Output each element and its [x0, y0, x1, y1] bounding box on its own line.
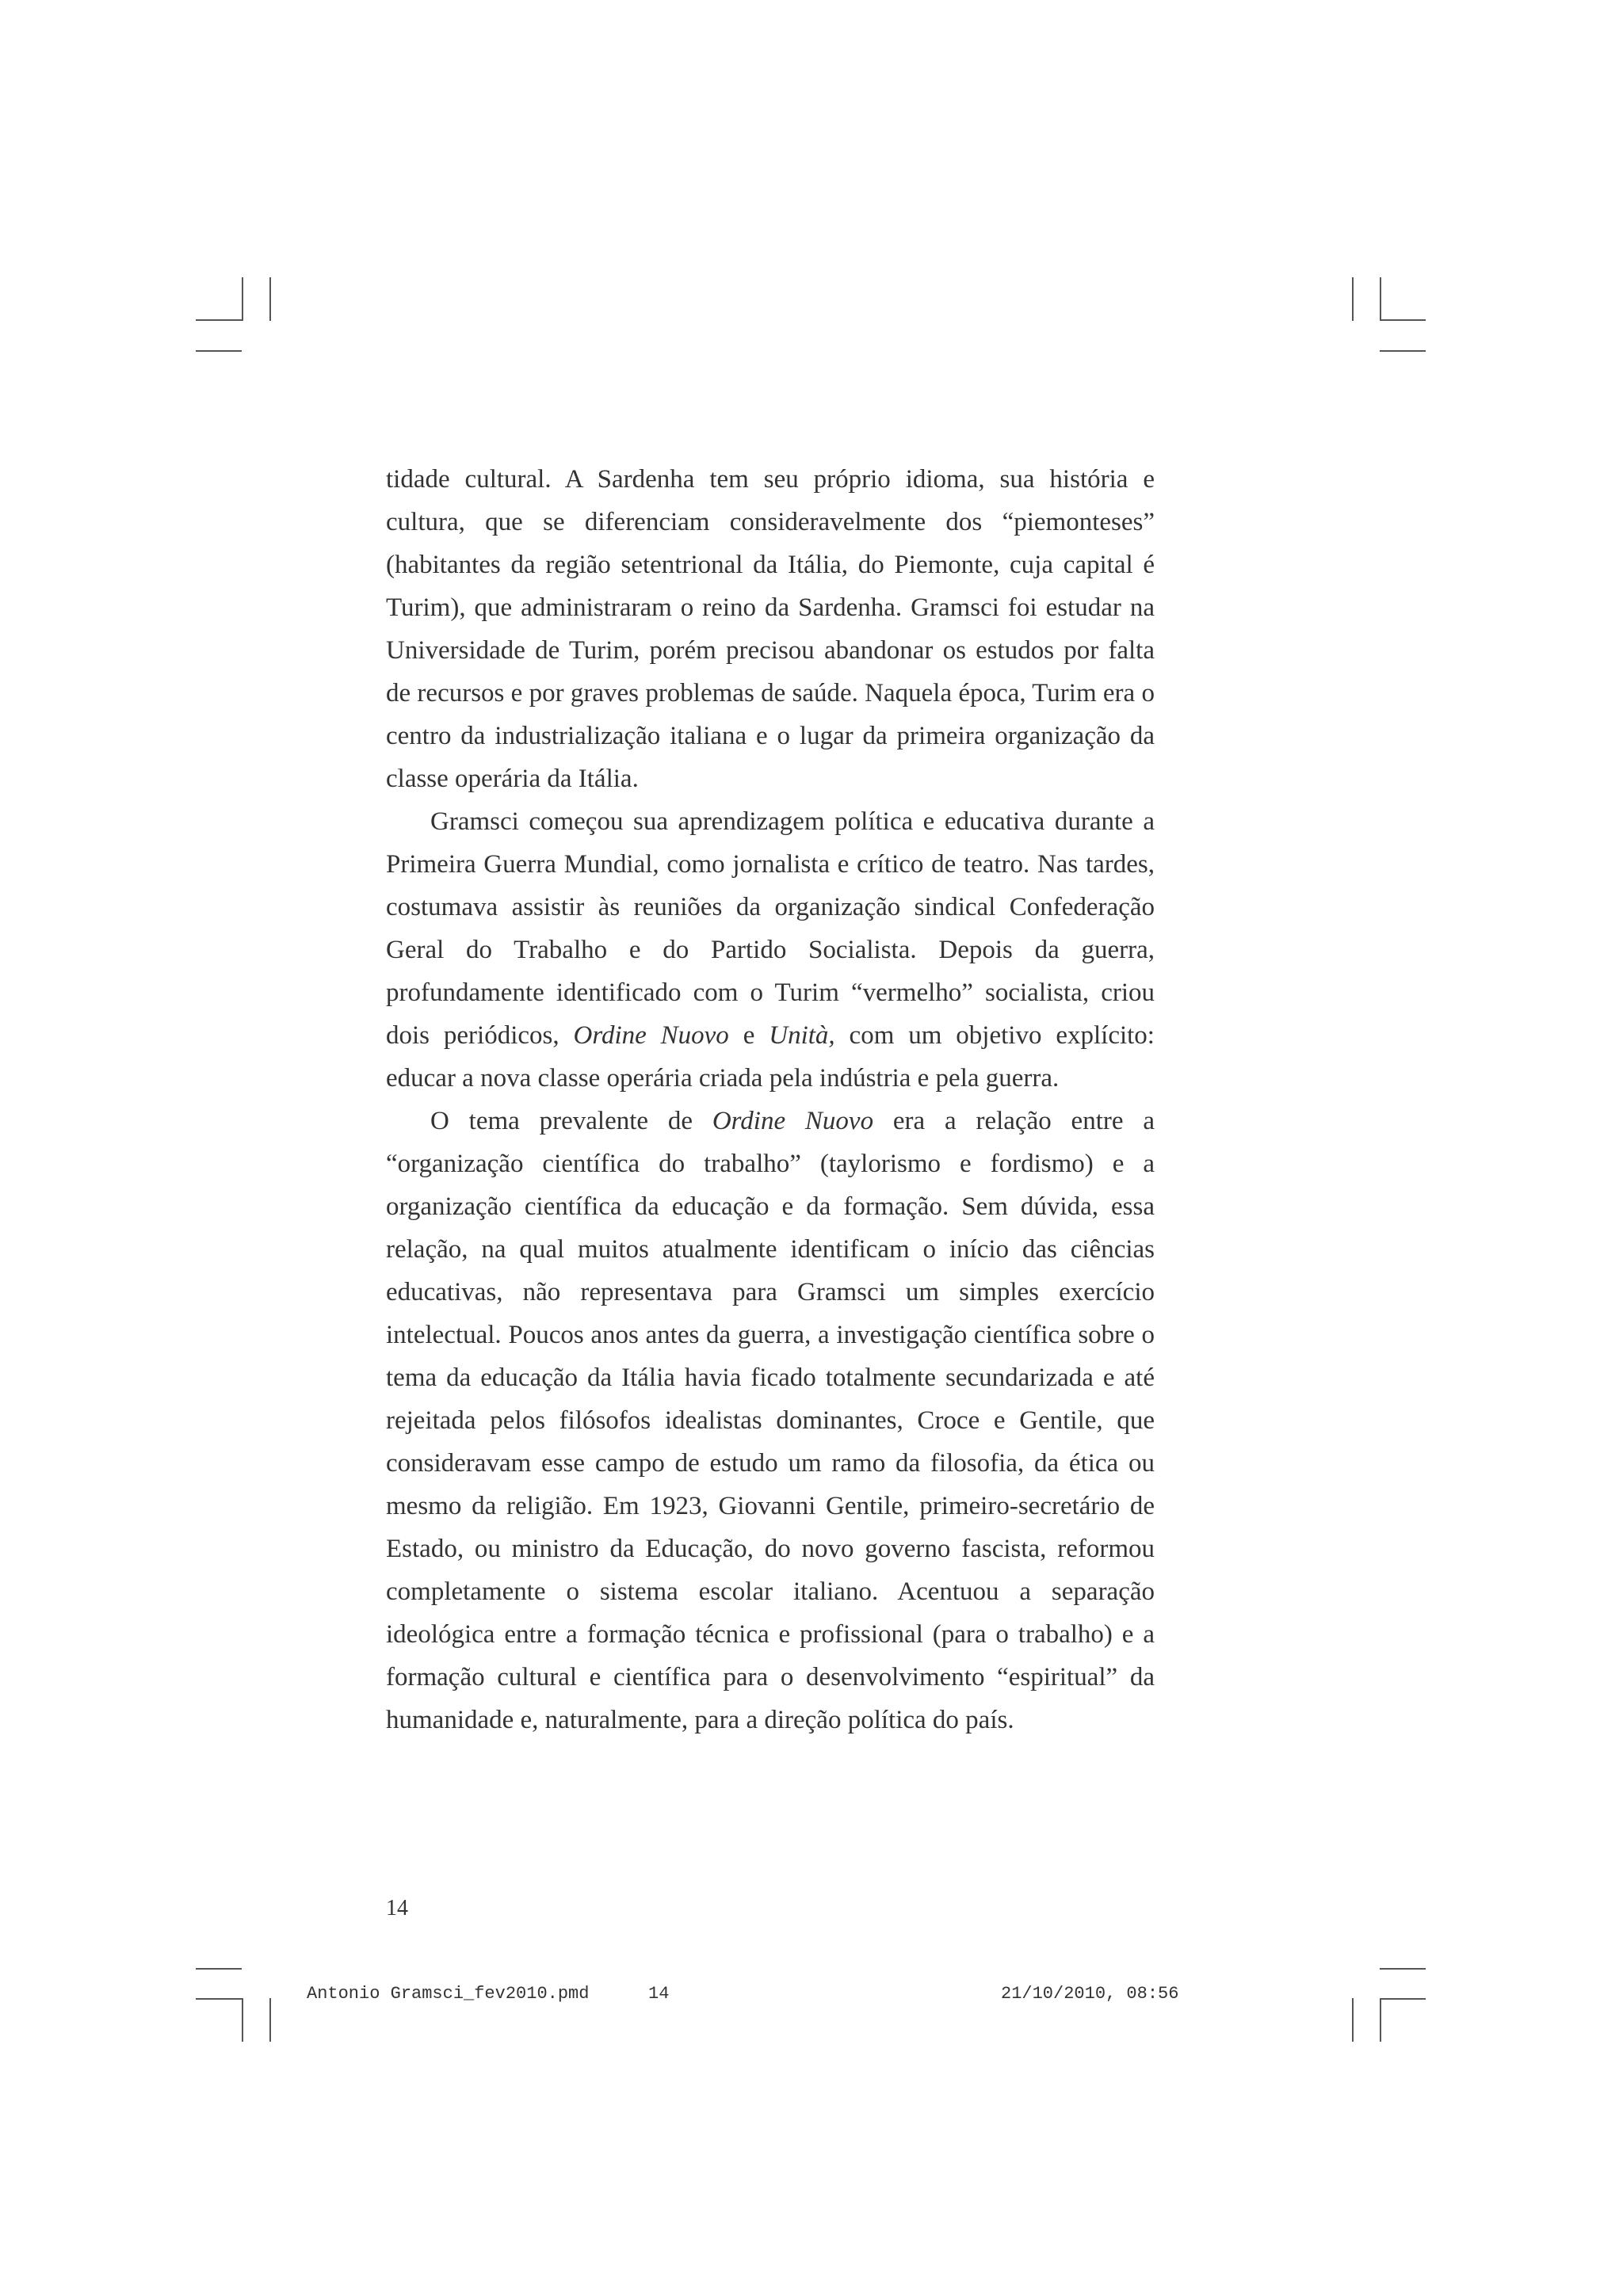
body-text	[386, 458, 1155, 1741]
crop-mark	[1380, 1998, 1381, 2042]
crop-mark	[242, 1998, 243, 2042]
crop-mark	[1380, 319, 1426, 321]
crop-mark	[196, 1998, 242, 2000]
text-run: O tema prevalente de	[430, 1107, 712, 1135]
crop-mark	[1380, 1968, 1426, 1970]
italic-title: Ordine Nuovo	[712, 1107, 874, 1135]
crop-mark	[196, 1968, 242, 1970]
crop-mark	[269, 1998, 271, 2042]
page-number: 14	[386, 1896, 408, 1920]
slug-page: 14	[648, 1984, 670, 2004]
text-run: e	[728, 1021, 769, 1050]
crop-mark	[242, 277, 243, 321]
paragraph	[386, 1100, 1155, 1741]
crop-mark	[1352, 277, 1354, 321]
crop-mark	[196, 350, 242, 352]
crop-mark	[1380, 277, 1381, 321]
paragraph	[386, 458, 1155, 800]
text-run: com um objetivo explícito: educar a nova classe operária criada pela indústria e pela guerra.	[386, 1021, 1155, 1093]
crop-mark	[1352, 1998, 1354, 2042]
text-run: era a relação entre a “organização científica do trabalho” (taylorismo e fordismo) e a organização científica da educação e da formação. Sem dúvida, essa relação, na qual muitos atualmente identificam o início das ciências educativas, não representava para Gramsci um simples exercício intelectual. Poucos anos antes da guerra, a investigação científica sobre o tema da educação da Itália havia ficado totalmente secundarizada e até rejeitada pelos filósofos idealistas dominantes, Croce e Gentile, que consideravam esse campo de estudo um ramo da filosofia, da ética ou mesmo da religião. Em 1923, Giovanni Gentile, primeiro-secretário de Estado, ou ministro da Educação, do novo governo fascista, reformou completamente o sistema escolar italiano. Acentuou a separação ideológica entre a formação técnica e profissional (para o trabalho) e a formação cultural e científica para o desenvolvimento “espiritual” da humanidade e, naturalmente, para a direção política do país.	[386, 1107, 1155, 1734]
slug-filename: Antonio Gramsci_fev2010.pmd	[307, 1984, 590, 2004]
crop-mark	[1380, 1998, 1426, 2000]
italic-title: Unità,	[769, 1021, 835, 1050]
text-run: Gramsci começou sua aprendizagem política e educativa durante a Primeira Guerra Mundial, como jornalista e crítico de teatro. Nas tardes, costumava assistir às reuniões da organização sindical Confederação Geral do Trabalho e do Partido Socialista. Depois da guerra, profundamente identificado com o Turim “vermelho” socialista, criou dois periódicos,	[386, 807, 1155, 1050]
italic-title: Ordine Nuovo	[573, 1021, 729, 1050]
crop-mark	[269, 277, 271, 321]
text-run: tidade cultural. A Sardenha tem seu próprio idioma, sua história e cultura, que se diferenciam consideravelmente dos “piemonteses” (habitantes da região setentrional da Itália, do Piemonte, cuja capital é Turim), que administraram o reino da Sardenha. Gramsci foi estudar na Universidade de Turim, porém precisou abandonar os estudos por falta de recursos e por graves problemas de saúde. Naquela época, Turim era o centro da industrialização italiana e o lugar da primeira organização da classe operária da Itália.	[386, 465, 1155, 793]
crop-mark	[1380, 350, 1426, 352]
crop-mark	[196, 319, 242, 321]
slug-datetime: 21/10/2010, 08:56	[1001, 1984, 1179, 2004]
paragraph	[386, 800, 1155, 1100]
